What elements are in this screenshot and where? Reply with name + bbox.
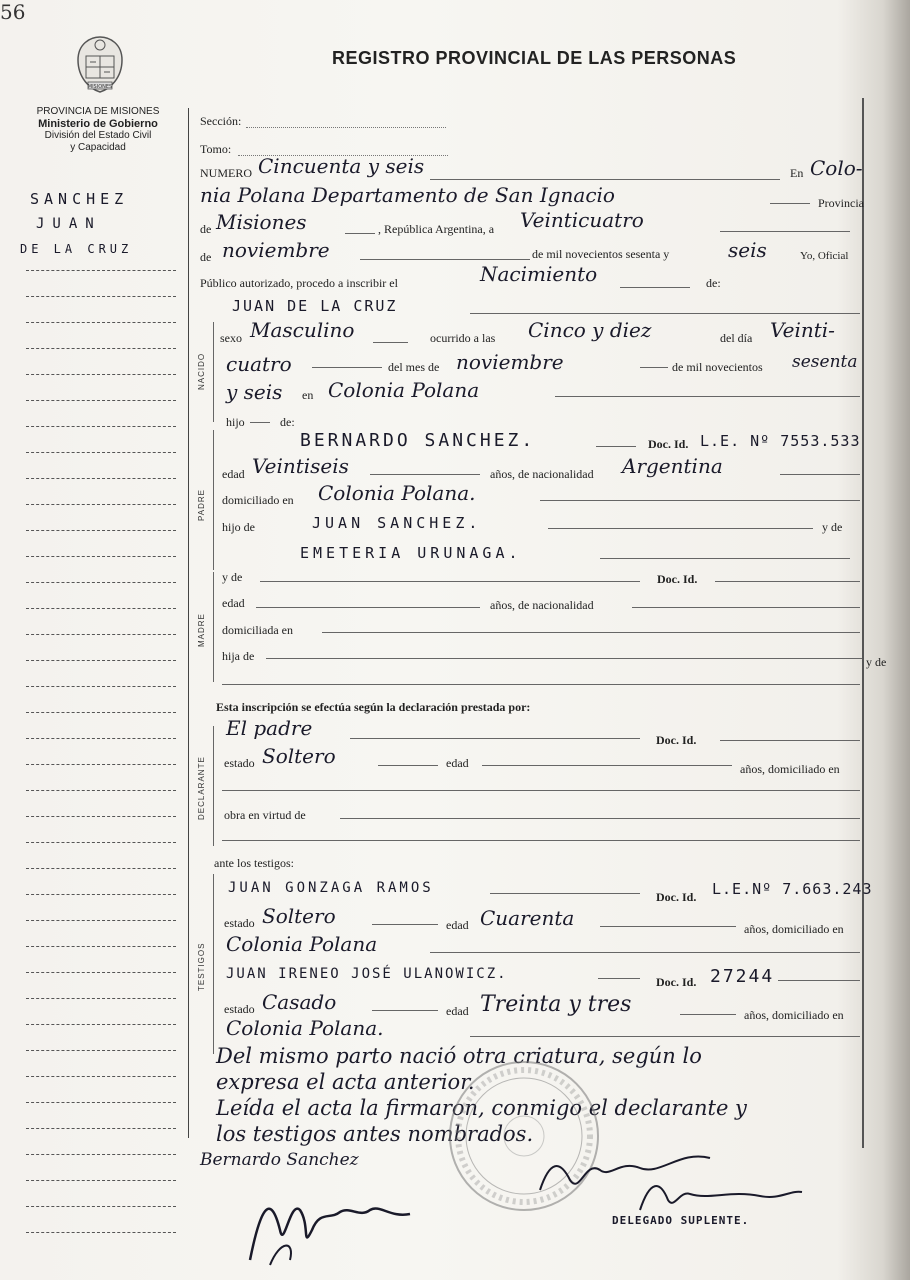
en-label: En (790, 166, 804, 180)
tomo-label: Tomo: (200, 142, 232, 156)
padre-padre-nombre: JUAN SANCHEZ. (312, 514, 482, 532)
signature-delegado (630, 1170, 810, 1218)
margin-rule-line (26, 1180, 176, 1181)
en-label-nacido: en (302, 388, 314, 402)
dia-nacimiento-value-2: cuatro (226, 352, 292, 376)
margin-rule-line (26, 686, 176, 687)
lugar-nacimiento-value: Colonia Polana (328, 378, 480, 402)
padre-nombre: BERNARDO SANCHEZ. (300, 430, 536, 451)
margin-rule-line (26, 842, 176, 843)
dia-value: Veinticuatro (520, 208, 644, 232)
republica-label: , República Argentina, a (378, 222, 495, 236)
margin-rule-line (26, 1128, 176, 1129)
margin-rule-line (26, 1050, 176, 1051)
signature-padre (240, 1170, 440, 1270)
margin-rule-line (26, 608, 176, 609)
provincia-label: Provincia (818, 196, 864, 210)
margin-rule-line (26, 556, 176, 557)
testigo-2-doc-value: 27244 (710, 966, 775, 987)
margin-rule-line (26, 426, 176, 427)
margin-rule-line (26, 868, 176, 869)
testigo-2-doc-label: Doc. Id. (656, 975, 697, 989)
testigo-2-edad-value: Treinta y tres (480, 992, 632, 1017)
madre-hija-de-label: hija de (222, 649, 255, 663)
del-mes-label: del mes de (388, 360, 440, 374)
margin-rule-line (26, 738, 176, 739)
numero-label: NUMERO (200, 166, 253, 180)
nota-linea-1: Del mismo parto nació otra criatura, según lo (216, 1044, 702, 1068)
margin-rule-line (26, 998, 176, 999)
testigos-intro: ante los testigos: (214, 856, 294, 870)
margin-rule-line (26, 634, 176, 635)
hijo-de-label: de: (280, 415, 295, 429)
testigo-1-estado-value: Soltero (262, 904, 336, 928)
padre-domicilio-value: Colonia Polana. (318, 481, 476, 505)
anio-value: seis (728, 238, 767, 262)
margin-rule-line (26, 452, 176, 453)
margin-surname: SANCHEZ (30, 190, 129, 208)
margin-rule-line (26, 582, 176, 583)
margin-rule-line (26, 660, 176, 661)
testigo-1-estado-label: estado (224, 916, 255, 930)
nacido-section-label: NACIDO (197, 352, 206, 390)
madre-doc-label: Doc. Id. (657, 572, 698, 586)
del-dia-label: del día (720, 331, 753, 345)
margin-rule-line (26, 1206, 176, 1207)
margin-given-name: JUAN (36, 216, 102, 232)
margin-rule-line (26, 972, 176, 973)
padre-anios-label: años, de nacionalidad (490, 467, 594, 481)
margin-rule-line (26, 374, 176, 375)
testigo-2-estado-label: estado (224, 1002, 255, 1016)
testigo-2-nombre: JUAN IRENEO JOSÉ ULANOWICZ. (226, 966, 508, 982)
padre-doc-value: L.E. Nº 7553.533 (700, 432, 861, 450)
padre-edad-value: Veintiseis (252, 454, 349, 478)
nota-linea-4: los testigos antes nombrados. (216, 1122, 534, 1146)
delegado-suplente: DELEGADO SUPLENTE. (612, 1214, 750, 1227)
publico-label: Público autorizado, procedo a inscribir el (200, 276, 398, 290)
yo-oficial-label: Yo, Oficial (800, 250, 849, 262)
de-label-2: de (200, 250, 212, 264)
de-label: de (200, 222, 212, 236)
margin-rule-line (26, 712, 176, 713)
padre-nacionalidad-value: Argentina (622, 454, 723, 478)
firma-padre-texto: Bernardo Sanchez (200, 1150, 359, 1170)
padre-domicilio-label: domiciliado en (222, 493, 294, 507)
sexo-label: sexo (220, 331, 242, 345)
issuer-division-2: y Capacidad (70, 142, 126, 153)
declarante-anios-label: años, domiciliado en (740, 762, 840, 776)
madre-section-label: MADRE (197, 613, 206, 647)
de2-label: de: (706, 276, 721, 290)
padre-section-label: PADRE (197, 489, 206, 521)
testigo-2-anios-label: años, domiciliado en (744, 1008, 844, 1022)
svg-text:MISIONES: MISIONES (87, 84, 113, 90)
provincia-value: Misiones (216, 210, 307, 234)
margin-rule-line (26, 530, 176, 531)
testigo-2-domicilio: Colonia Polana. (226, 1016, 384, 1040)
margin-rule-line (26, 1232, 176, 1233)
padre-madre-nombre: EMETERIA URUNAGA. (300, 544, 522, 562)
nota-linea-3: Leída el acta la firmaron, conmigo el declarante y (216, 1096, 747, 1120)
madre-y-de-label: y de (222, 570, 243, 584)
lugar-value: nia Polana Departamento de San Ignacio (200, 183, 615, 207)
mes-nacimiento-value: noviembre (456, 350, 564, 374)
page-title: REGISTRO PROVINCIAL DE LAS PERSONAS (332, 48, 737, 68)
margin-rule-line (26, 270, 176, 271)
mil-novecientos-label: de mil novecientos (672, 360, 763, 374)
margin-rule-line (26, 894, 176, 895)
padre-edad-label: edad (222, 467, 245, 481)
margin-rule-line (26, 946, 176, 947)
margin-rule-line (26, 478, 176, 479)
madre-anios-label: años, de nacionalidad (490, 598, 594, 612)
declarante-value: El padre (226, 716, 313, 740)
margin-rule-line (26, 504, 176, 505)
margin-rule-line (26, 764, 176, 765)
madre-edad-label: edad (222, 596, 245, 610)
margin-rule-line (26, 1024, 176, 1025)
seccion-label: Sección: (200, 114, 242, 128)
dia-nacimiento-value: Veinti- (770, 318, 835, 342)
nombre-nacido: JUAN DE LA CRUZ (232, 297, 398, 315)
declarante-estado-value: Soltero (262, 744, 336, 768)
page-number: 56 (0, 0, 26, 24)
testigo-1-edad-label: edad (446, 918, 469, 932)
mil-label: de mil novecientos sesenta y (532, 247, 670, 261)
padre-doc-label: Doc. Id. (648, 437, 689, 451)
padre-y-de-label: y de (822, 520, 843, 534)
acto-value: Nacimiento (480, 262, 598, 286)
en-value: Colo- (810, 156, 863, 180)
margin-rule-line (26, 1154, 176, 1155)
anio-nacimiento-value-2: y seis (226, 380, 283, 404)
issuer-ministry: Ministerio de Gobierno (38, 118, 158, 130)
hijo-label: hijo (226, 415, 245, 429)
numero-value: Cincuenta y seis (258, 154, 425, 178)
testigo-1-nombre: JUAN GONZAGA RAMOS (228, 880, 434, 896)
testigo-1-doc-label: Doc. Id. (656, 890, 697, 904)
margin-rule-line (26, 790, 176, 791)
declarante-edad-label: edad (446, 756, 469, 770)
declarante-section-label: DECLARANTE (197, 756, 206, 820)
testigos-section-label: TESTIGOS (197, 942, 206, 992)
margin-rule-line (26, 816, 176, 817)
declarante-intro: Esta inscripción se efectúa según la declaración prestada por: (216, 700, 531, 714)
declarante-obra-label: obra en virtud de (224, 808, 306, 822)
margin-rule-line (26, 1076, 176, 1077)
testigo-2-edad-label: edad (446, 1004, 469, 1018)
issuer-province: PROVINCIA DE MISIONES (36, 106, 160, 117)
margin-rule-line (26, 348, 176, 349)
margin-rule-line (26, 400, 176, 401)
testigo-1-anios-label: años, domiciliado en (744, 922, 844, 936)
testigo-1-edad-value: Cuarenta (480, 906, 575, 930)
margin-given-name-2: DE LA CRUZ (20, 242, 133, 256)
coat-of-arms-seal (70, 34, 130, 96)
declarante-estado-label: estado (224, 756, 255, 770)
margin-rule-line (26, 322, 176, 323)
sexo-value: Masculino (250, 318, 355, 342)
testigo-1-domicilio: Colonia Polana (226, 932, 378, 956)
padre-hijo-de-label: hijo de (222, 520, 255, 534)
declarante-doc-label: Doc. Id. (656, 733, 697, 747)
margin-rule-line (26, 920, 176, 921)
testigo-2-estado-value: Casado (262, 990, 337, 1014)
mes-value: noviembre (222, 238, 330, 262)
issuer-block (10, 106, 186, 154)
margin-rule-line (26, 296, 176, 297)
anio-nacimiento-value: sesenta (792, 352, 858, 372)
madre-y-de-label-2: y de (866, 655, 887, 669)
nota-linea-2: expresa el acta anterior. (216, 1070, 475, 1094)
testigo-1-doc-value: L.E.Nº 7.663.243 (712, 880, 873, 898)
ocurrido-label: ocurrido a las (430, 331, 496, 345)
margin-rule-line (26, 1102, 176, 1103)
issuer-division: División del Estado Civil (44, 130, 152, 141)
hora-value: Cinco y diez (528, 318, 652, 342)
madre-domicilio-label: domiciliada en (222, 623, 293, 637)
